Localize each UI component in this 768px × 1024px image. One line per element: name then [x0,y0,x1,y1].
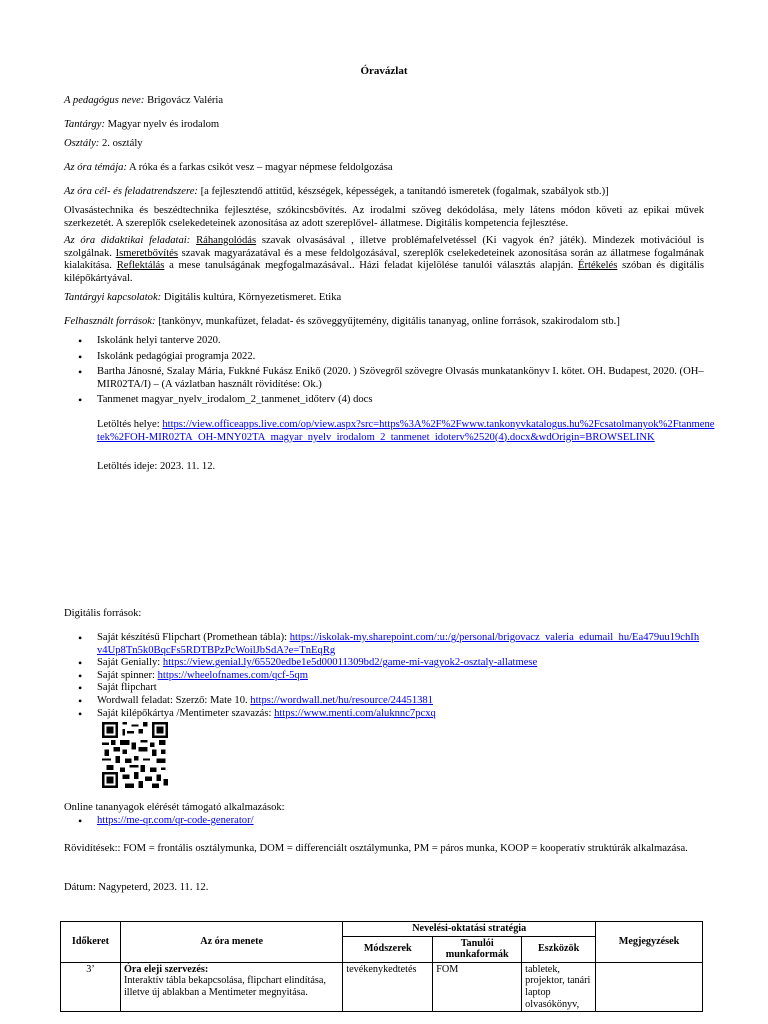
cell-forms: FOM [433,962,522,1011]
genially-link[interactable]: https://view.genial.ly/65520edbe1e5d00011309bd2/game-mi-vagyok2-osztaly-allatmese [162,657,538,669]
download-label: Letöltés helye: [97,419,160,430]
didactic-term-attunement: Ráhangolódás [196,235,257,246]
list-item: • Saját kilépőkártya /Mentimeter szavazás: https://www.menti.com/aluknnc7pcxq [64,708,704,721]
download-location [64,419,717,444]
subject-line [64,119,704,132]
cell-tools: tabletek, projektor, tanári laptop olvasókönyv, [522,962,596,1011]
col-header-methods: Módszerek [343,936,433,962]
spinner-link[interactable]: https://wheelofnames.com/qcf-5qm [157,669,308,681]
sources-hint: [tankönyv, munkafüzet, feladat- és szöveggyűjtemény, digitális tananyag, online források, szakirodalom stb.] [158,316,620,327]
class-value: 2. osztály [101,138,143,149]
list-item: • Iskolánk pedagógiai programja 2022. [64,351,704,364]
cell-methods: tevékenykedtetés [343,962,433,1011]
cell-time: 3’ [61,962,121,1011]
download-date: Letöltés ideje: 2023. 11. 12. [97,461,216,472]
col-header-forms: Tanulói munkaformák [433,936,522,962]
didactic-text-3: a mese tanulságának megfogalmazásával.. Házi feladat kijelölése tanulói választás alapján. [164,260,578,272]
qr-generator-link[interactable]: https://me-qr.com/qr-code-generator/ [97,815,254,826]
didactic-term-evaluation: Értékelés [577,260,618,272]
subject-value: Magyar nyelv és irodalom [107,119,220,130]
topic-value: A róka és a farkas csikót vesz – magyar népmese feldolgozása [129,162,393,173]
date-line: Dátum: Nagypeterd, 2023. 11. 12. [64,882,209,893]
download-link[interactable]: https://view.officeapps.live.com/op/view.aspx?src=https%3A%2F%2Fwww.tankonyvkatalogus.hu%2Fcsatolmanyok%2Ftanmenetek%2FOH-MIR02TA_OH-MNY02TA_magyar_nyelv_irodalom_2_tanmenet_idoterv%2520(4).docx&wdOrigin=BROWSELINK [97,419,715,443]
goals-line [64,186,704,199]
class-line [64,138,704,151]
topic-label: Az óra témája: [64,162,127,173]
didactic-text-1: szavak olvasásával , illetve problémafelvetéssel (Ki vagyok én? játék). Mindezek motivációul is szolgálnak. [64,235,704,259]
list-item: • Saját Genially: https://view.genial.ly/65520edbe1e5d00011309bd2/game-mi-vagyok2-osztaly-allatmese [64,657,704,670]
online-apps-heading: Online tananyagok elérését támogató alkalmazások: [64,802,285,813]
mentimeter-link[interactable]: https://www.menti.com/aluknnc7pcxq [274,707,436,719]
qr-code-image [102,722,168,788]
list-item: • Bartha Jánosné, Szalay Mária, Fukkné Fukász Enikő (2020. ) Szövegről szövegre Olvasás munkatankönyv I. kötet. OH. Budapest, 2020. (OH–MIR02TA/I) – (A vázlatban használt rövidítése: Ok.) [64,366,704,391]
didactic-label: Az óra didaktikai feladatai: [64,235,191,246]
sources-label: Felhasznált források: [64,316,156,327]
col-header-flow: Az óra menete [120,922,342,963]
teacher-line [64,95,704,108]
list-item: • Iskolánk helyi tanterve 2020. [64,335,704,348]
flow-title: Óra eleji szervezés: [123,963,209,975]
goals-label: Az óra cél- és feladatrendszere: [64,186,198,197]
topic-line [64,162,704,175]
table-header-row [61,922,703,937]
table-row [61,962,703,1011]
digital-sources-list [64,632,704,720]
connections-label: Tantárgyi kapcsolatok: [64,292,162,303]
cell-notes [596,962,703,1011]
col-header-strategy: Nevelési-oktatási stratégia [343,922,596,937]
connections-line [64,292,704,305]
col-header-time: Időkeret [61,922,121,963]
list-item: • Wordwall feladat: Szerző: Mate 10. https://wordwall.net/hu/resource/24451381 [64,695,704,708]
flipchart-link[interactable]: https://iskolak-my.sharepoint.com/:u:/g/personal/brigovacz_valeria_edumail_hu/Ea479uu19chIhv4Up8Tn5k0BqcFs5RDTBPzPcWoilJbSdA?e=TnEqRg [97,632,700,656]
page-title: Óravázlat [360,65,408,77]
list-item: • Saját készítésű Flipchart (Promethean tábla): https://iskolak-my.sharepoint.com/:u:/g/personal/brigovacz_valeria_edumail_hu/Ea479uu19chIhv4Up8Tn5k0BqcFs5RDTBPzPcWoilJbSdA?e=TnEqRg [64,632,704,657]
flow-text: Interaktív tábla bekapcsolása, flipchart elindítása, illetve új ablakban a Mentimeter megnyitása. [123,975,326,998]
cell-flow [120,962,342,1011]
online-apps-list [64,815,704,828]
class-label: Osztály: [64,138,100,149]
list-item: • Saját flipchart [64,682,704,695]
didactic-term-reflection: Reflektálás [116,260,165,272]
lesson-plan-table [60,921,703,1012]
digital-sources-heading: Digitális források: [64,608,142,619]
teacher-label: A pedagógus neve: [64,95,145,106]
list-item: • Saját spinner: https://wheelofnames.com/qcf-5qm [64,670,704,683]
sources-list [64,335,704,407]
sources-line [64,316,704,329]
list-item [64,815,704,828]
abbreviations: Rövidítések:: FOM = frontális osztálymunka, DOM = differenciált osztálymunka, PM = páros munka, KOOP = kooperatív struktúrák alkalmazása. [64,843,688,854]
col-header-tools: Eszközök [522,936,596,962]
wordwall-link[interactable]: https://wordwall.net/hu/resource/24451381 [250,694,434,706]
didactic-text-2: szavak magyarázatával és a mese feldolgozásával, szereplők cselekedeteinek azonosítása során az állatmese fogalmának kialakítása. [64,247,704,272]
goals-text: Olvasástechnika és beszédtechnika fejlesztése, szókincsbővítés. Az irodalmi szöveg dekódolása, mely látens módon követi az epikai művek szerkezetét. A szereplők cselekedeteinek azonosítása az adott szereplővel- állatmese. Digitális kompetencia fejlesztése. [64,205,704,229]
didactic-paragraph [64,235,704,285]
teacher-value: Brigovácz Valéria [147,95,224,106]
didactic-term-knowledge: Ismeretbővítés [115,247,178,259]
list-item: • Tanmenet magyar_nyelv_irodalom_2_tanmenet_időterv (4) docs [64,394,704,407]
subject-label: Tantárgy: [64,119,106,130]
col-header-notes: Megjegyzések [596,922,703,963]
didactic-text-4: szóban és digitális kilépőkártyával. [64,260,704,284]
goals-hint: [a fejlesztendő attitűd, készségek, képességek, a tanítandó ismeretek (fogalmak, szabályok stb.)] [200,186,609,197]
connections-value: Digitális kultúra, Környezetismeret. Etika [163,292,342,303]
